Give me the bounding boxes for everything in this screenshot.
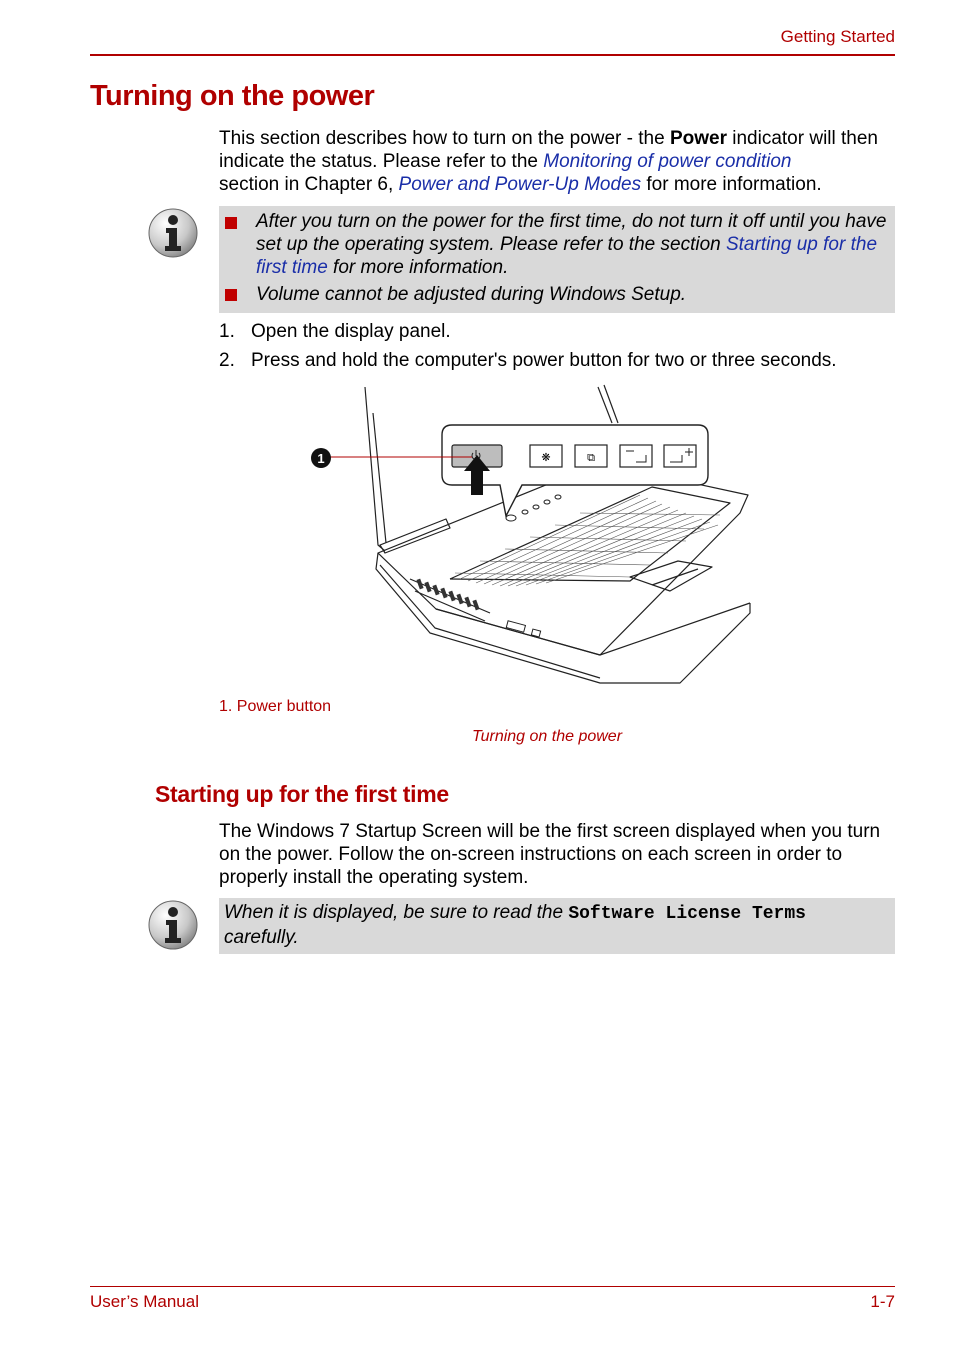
note-2-text: When it is displayed, be sure to read the Software License Terms carefully. bbox=[224, 902, 806, 948]
laptop-illustration bbox=[300, 383, 760, 688]
info-icon bbox=[147, 898, 199, 952]
note-bullet-2-text: Volume cannot be adjusted during Windows Setup. bbox=[256, 284, 687, 305]
svg-text:⧉: ⧉ bbox=[587, 451, 595, 464]
intro-text-2: indicator will then indicate the status. Please refer to the bbox=[219, 128, 879, 172]
callout-number: 1 bbox=[317, 451, 325, 466]
page-title: Turning on the power bbox=[90, 80, 375, 112]
page-number: 1-7 bbox=[870, 1292, 895, 1311]
link-power-modes[interactable]: Power and Power-Up Modes bbox=[398, 174, 642, 195]
figure-legend: 1. Power button bbox=[219, 698, 332, 715]
figure-caption: Turning on the power bbox=[472, 728, 623, 745]
intro-text-4: for more information. bbox=[641, 174, 822, 195]
note-box-1 bbox=[219, 206, 895, 313]
running-header: Getting Started bbox=[780, 27, 895, 46]
intro-paragraph bbox=[219, 127, 894, 196]
footer-manual: User’s Manual bbox=[90, 1292, 199, 1311]
link-starting-up[interactable]: Starting up for the first time bbox=[256, 234, 878, 278]
intro-text-3: section in Chapter 6, bbox=[219, 174, 399, 195]
info-icon bbox=[147, 206, 199, 260]
power-bold: Power bbox=[669, 128, 727, 149]
note-bullet-1-text: After you turn on the power for the first time, do not turn it off until you have set up the operating system. Please refer to the section Starting up for the first time for more information. bbox=[256, 211, 887, 278]
section2-paragraph: The Windows 7 Startup Screen will be the first screen displayed when you turn on the power. Follow the on-screen instructions on each screen in order to properly install the operating system. bbox=[219, 821, 881, 888]
list-item: 2. Press and hold the computer's power button for two or three seconds. bbox=[219, 350, 837, 371]
bullet-square-icon bbox=[225, 289, 237, 301]
link-monitoring-power[interactable]: Monitoring of power condition bbox=[543, 151, 792, 172]
bullet-square-icon bbox=[225, 217, 237, 229]
note-box-2 bbox=[219, 898, 895, 954]
intro-text-1: This section describes how to turn on the power - the bbox=[219, 128, 670, 149]
header-rule bbox=[90, 54, 895, 56]
svg-text:❋: ❋ bbox=[541, 451, 551, 464]
software-license-terms: Software License Terms bbox=[568, 904, 806, 924]
footer-rule bbox=[90, 1286, 895, 1287]
section-heading: Starting up for the first time bbox=[155, 781, 449, 807]
list-item: 1. Open the display panel. bbox=[219, 321, 451, 342]
